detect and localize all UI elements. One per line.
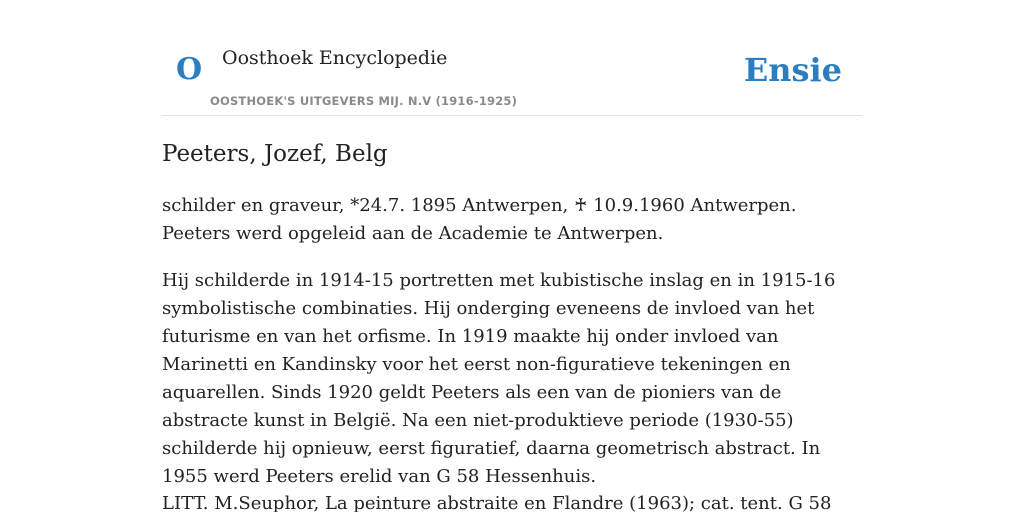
content-container [162,0,862,512]
article-paragraph: schilder en graveur, *24.7. 1895 Antwerpen, ♰ 10.9.1960 Antwerpen. Peeters werd opgeleid aan de Academie te Antwerpen. [162,195,797,244]
article-paragraph: Hij schilderde in 1914-15 portretten met kubistische inslag en in 1915-16 symbolistische combinaties. Hij onderging eveneens de invloed van het futurisme en van het orfisme. In 1919 maakte hij onder invloed van Marinetti en Kandinsky voor het eerst non-figuratieve tekeningen en aquarellen. Sinds 1920 geldt Peeters als een van de pioniers van de abstracte kunst in België. Na een niet-produktieve periode (1930-55) schilderde hij opnieuw, eerst figuratief, daarna geometrisch abstract. In 1955 werd Peeters erelid van G 58 Hessenhuis. [162,270,836,487]
literature-reference: LITT. M.Seuphor, La peinture abstraite en Flandre (1963); cat. tent. G 58 [162,493,832,512]
publisher-subtitle: OOSTHOEK'S UITGEVERS MIJ. N.V (1916-1925) [210,94,518,108]
site-header [162,0,862,116]
ensie-brand-link[interactable]: Ensie [743,51,842,89]
site-logo[interactable]: O [176,52,203,87]
site-title[interactable]: Oosthoek Encyclopedie [222,47,448,69]
article-title: Peeters, Jozef, Belg [162,141,388,167]
